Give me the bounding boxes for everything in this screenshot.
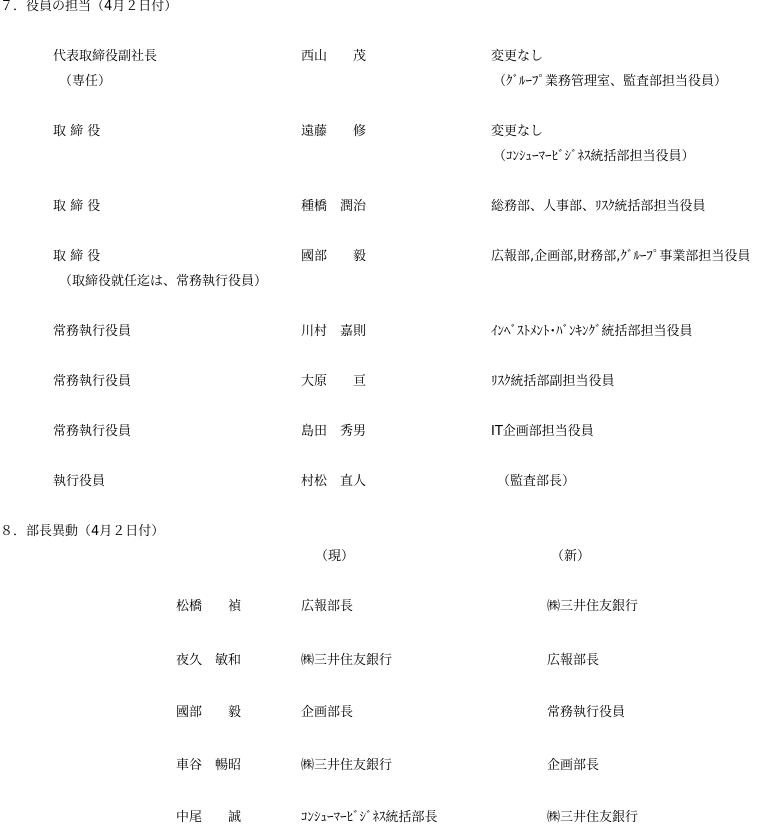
column-current-header: （現） — [315, 549, 355, 564]
transfer-name: 車谷 暢昭 — [176, 758, 242, 773]
transfer-current: ㈱三井住友銀行 — [301, 653, 393, 668]
transfer-name: 中尾 誠 — [176, 810, 242, 825]
transfer-new: ㈱三井住友銀行 — [547, 810, 639, 825]
officer-title: 常務執行役員 — [53, 374, 132, 389]
transfer-current: 広報部長 — [301, 599, 354, 614]
officer-title: 取 締 役 — [53, 199, 101, 214]
officer-name: 西山 茂 — [301, 49, 367, 64]
officer-duty: （監査部長） — [497, 474, 576, 489]
officer-name: 種橋 潤治 — [301, 199, 367, 214]
officer-title: 取 締 役 — [53, 124, 101, 139]
transfer-new: 企画部長 — [547, 758, 600, 773]
officer-duty: 広報部,企画部,財務部,ｸﾞﾙｰﾌﾟ事業部担当役員 — [491, 249, 751, 264]
column-new-header: （新） — [551, 549, 591, 564]
transfer-name: 國部 毅 — [176, 705, 242, 720]
transfer-new: ㈱三井住友銀行 — [547, 599, 639, 614]
officer-duty: IT企画部担当役員 — [491, 424, 594, 439]
officer-name: 村松 直人 — [301, 474, 367, 489]
officer-title: 執行役員 — [53, 474, 106, 489]
transfer-current: ㈱三井住友銀行 — [301, 758, 393, 773]
transfer-name: 夜久 敏和 — [176, 653, 242, 668]
officer-duty: 変更なし — [491, 49, 544, 64]
transfer-new: 常務執行役員 — [547, 705, 626, 720]
officer-duty: 総務部、人事部、ﾘｽｸ統括部担当役員 — [491, 199, 706, 214]
transfer-new: 広報部長 — [547, 653, 600, 668]
officer-duty: ｲﾝﾍﾞｽﾄﾒﾝﾄ･ﾊﾞﾝｷﾝｸﾞ統括部担当役員 — [491, 324, 693, 339]
officer-title: 取 締 役 — [53, 249, 101, 264]
section-8-heading: ８．部長異動（4月２日付） — [0, 524, 165, 539]
transfer-current: ｺﾝｼｭｰﾏｰﾋﾞｼﾞﾈｽ統括部長 — [301, 810, 438, 825]
section-7-heading: ７．役員の担当（4月２日付） — [0, 0, 178, 14]
officer-name: 國部 毅 — [301, 249, 367, 264]
officer-duty-note: （ｺﾝｼｭｰﾏｰﾋﾞｼﾞﾈｽ統括部担当役員） — [493, 149, 695, 164]
transfer-name: 松橋 禎 — [176, 599, 242, 614]
officer-title: 常務執行役員 — [53, 324, 132, 339]
transfer-current: 企画部長 — [301, 705, 354, 720]
officer-name: 川村 嘉則 — [301, 324, 367, 339]
officer-duty-note: （ｸﾞﾙｰﾌﾟ業務管理室、監査部担当役員） — [493, 74, 728, 89]
officer-name: 大原 亘 — [301, 374, 367, 389]
officer-name: 遠藤 修 — [301, 124, 367, 139]
officer-title: 代表取締役副社長 — [53, 49, 158, 64]
officer-title-note: （専任） — [59, 74, 112, 89]
officer-duty: 変更なし — [491, 124, 544, 139]
officer-name: 島田 秀男 — [301, 424, 367, 439]
officer-title: 常務執行役員 — [53, 424, 132, 439]
officer-title-note: （取締役就任迄は、常務執行役員） — [59, 274, 268, 289]
officer-duty: ﾘｽｸ統括部副担当役員 — [491, 374, 615, 389]
